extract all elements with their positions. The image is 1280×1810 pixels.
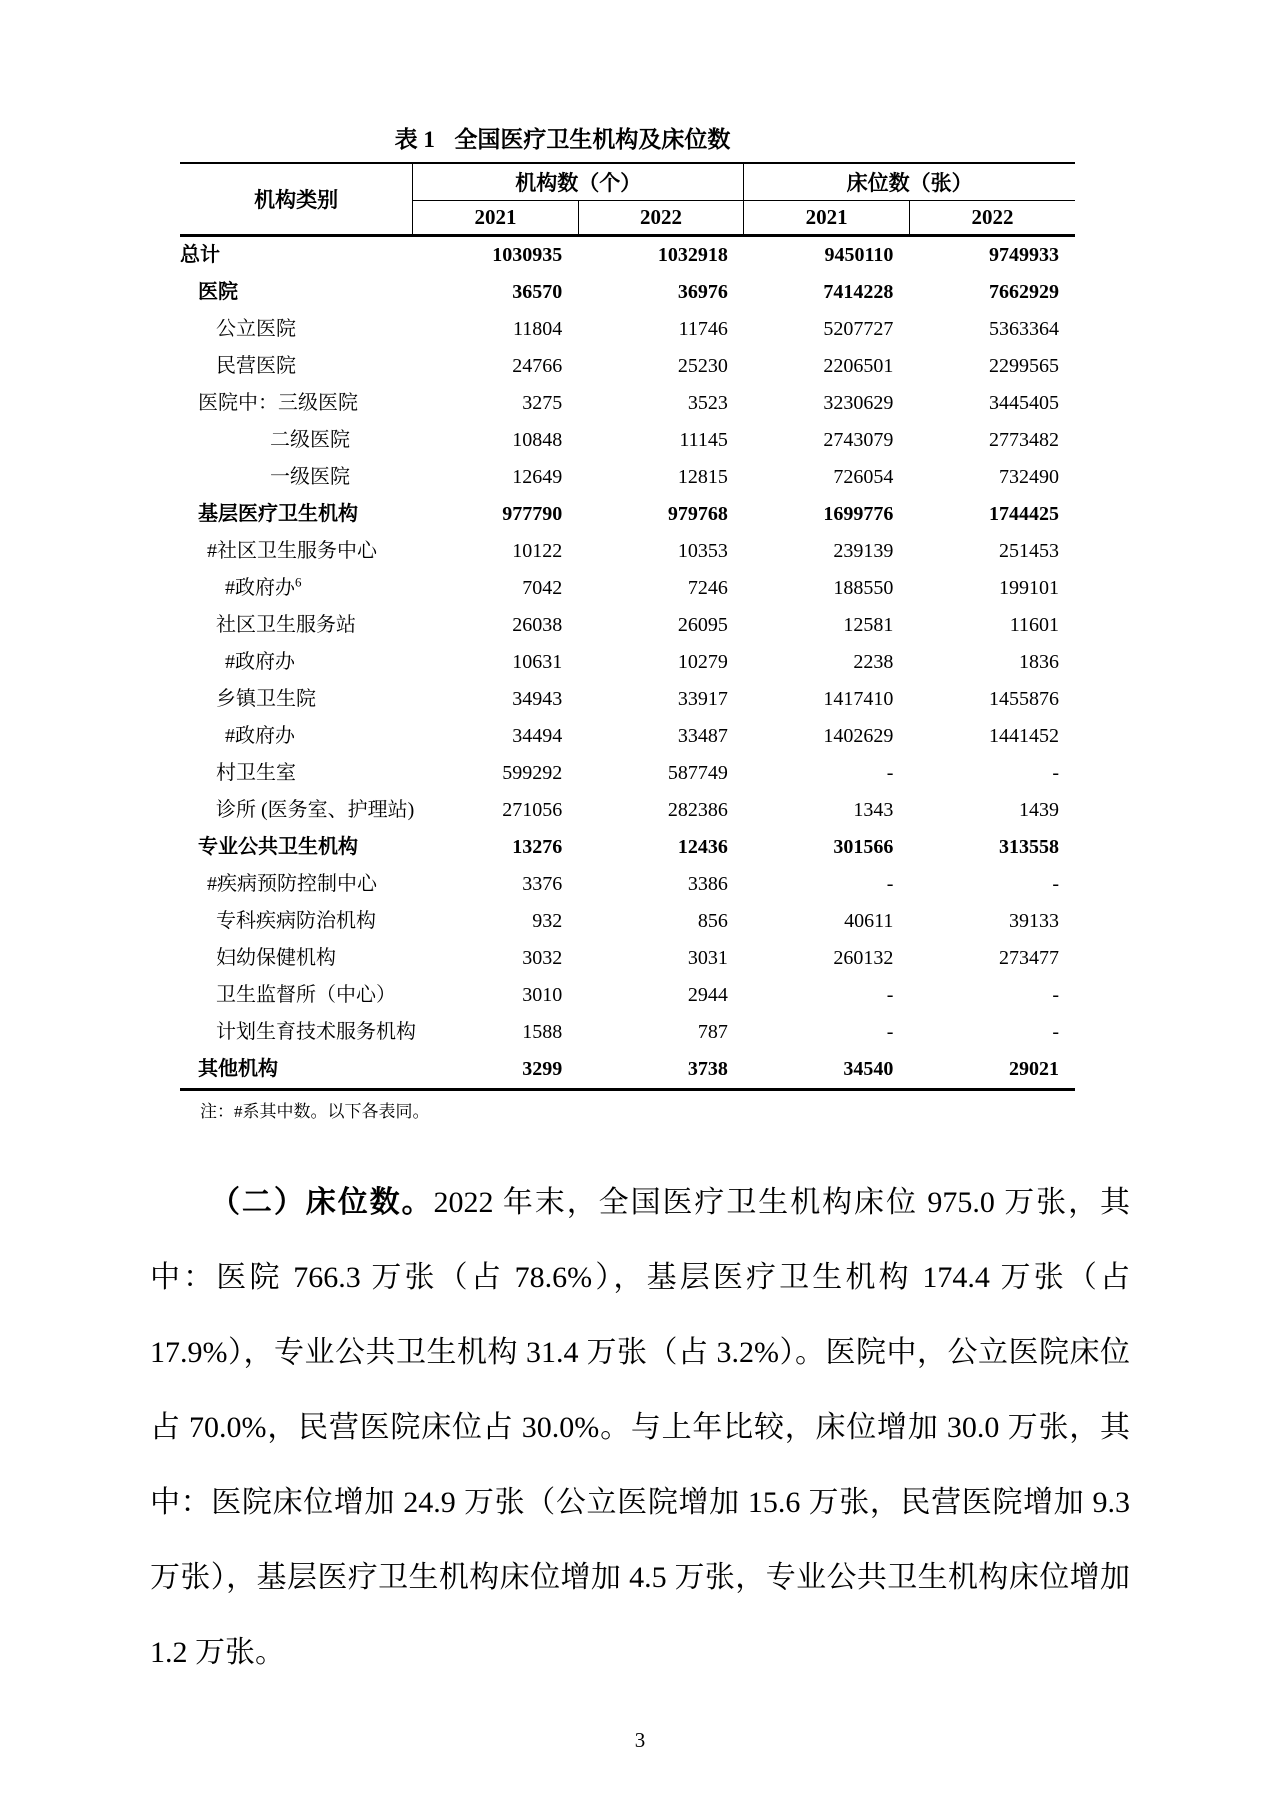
- table-title: [180, 126, 1075, 154]
- row-value-institutions-2022: 3523: [687, 392, 728, 414]
- row-value-institutions-2022: 33487: [677, 725, 728, 747]
- row-value-institutions-2021: 271056: [502, 799, 563, 821]
- row-value-beds-2022: -: [1052, 984, 1059, 1006]
- row-value-beds-2022: 39133: [1009, 910, 1059, 932]
- row-value-beds-2021: 188550: [833, 577, 894, 599]
- row-value-beds-2022: 1836: [1019, 651, 1059, 673]
- table-row: [180, 792, 1075, 829]
- row-value-beds-2021: 9450110: [824, 244, 894, 266]
- row-value-beds-2021: 7414228: [823, 281, 894, 303]
- row-value-institutions-2021: 977790: [502, 503, 563, 525]
- row-value-beds-2021: 34540: [843, 1058, 894, 1080]
- row-label: 卫生监督所（中心）: [216, 984, 396, 1006]
- row-value-institutions-2021: 10848: [512, 429, 563, 451]
- row-value-beds-2021: 1402629: [823, 725, 894, 747]
- row-label: 医院: [198, 281, 238, 303]
- row-label: #社区卫生服务中心: [207, 540, 377, 562]
- row-value-institutions-2022: 2944: [687, 984, 728, 1006]
- row-value-institutions-2021: 3376: [522, 873, 563, 895]
- row-value-institutions-2022: 11746: [678, 318, 728, 340]
- table-row: [180, 681, 1075, 718]
- row-value-institutions-2021: 34494: [512, 725, 563, 747]
- row-value-institutions-2021: 1030935: [492, 244, 563, 266]
- row-value-institutions-2021: 34943: [512, 688, 563, 710]
- row-label: 公立医院: [216, 318, 296, 340]
- row-value-beds-2022: 7662929: [989, 281, 1059, 303]
- table-row: [180, 977, 1075, 1014]
- row-value-institutions-2021: 3010: [522, 984, 563, 1006]
- row-value-beds-2022: 1441452: [989, 725, 1059, 747]
- page-number: 3: [634, 1728, 646, 1752]
- row-label: 诊所 (医务室、护理站): [216, 799, 415, 821]
- row-value-institutions-2022: 587749: [667, 762, 728, 784]
- row-label: 专科疾病防治机构: [216, 910, 376, 932]
- row-value-beds-2021: 260132: [833, 947, 894, 969]
- row-value-beds-2021: 3230629: [823, 392, 894, 414]
- row-value-beds-2021: 1699776: [823, 503, 894, 525]
- row-label: 妇幼保健机构: [216, 947, 336, 969]
- row-value-institutions-2022: 25230: [677, 355, 728, 377]
- row-value-institutions-2022: 12436: [677, 836, 728, 858]
- row-value-beds-2022: -: [1052, 873, 1059, 895]
- row-value-institutions-2022: 3738: [687, 1058, 728, 1080]
- row-label: 社区卫生服务站: [216, 614, 356, 636]
- table-row: [180, 940, 1075, 977]
- row-value-beds-2022: 1439: [1019, 799, 1059, 821]
- row-label: 基层医疗卫生机构: [198, 503, 358, 525]
- header-year-institutions-2022: 2022: [578, 201, 744, 236]
- row-value-beds-2022: 11601: [1009, 614, 1059, 636]
- row-value-institutions-2021: 13276: [512, 836, 563, 858]
- row-label: 乡镇卫生院: [216, 688, 316, 710]
- row-value-institutions-2021: 24766: [512, 355, 563, 377]
- row-value-institutions-2021: 1588: [522, 1021, 563, 1043]
- row-value-beds-2022: 273477: [999, 947, 1059, 969]
- row-value-beds-2022: 29021: [1009, 1058, 1059, 1080]
- row-label: 医院中：三级医院: [198, 392, 358, 414]
- row-value-institutions-2021: 599292: [502, 762, 563, 784]
- row-value-institutions-2021: 12649: [512, 466, 563, 488]
- row-value-beds-2021: -: [886, 984, 894, 1006]
- row-value-institutions-2022: 11145: [679, 429, 728, 451]
- table-row: [180, 718, 1075, 755]
- row-label: 村卫生室: [216, 762, 296, 784]
- row-label: 民营医院: [216, 355, 296, 377]
- row-value-beds-2021: 301566: [833, 836, 894, 858]
- paragraph-lead: （二）床位数。: [210, 1186, 434, 1219]
- row-label: 计划生育技术服务机构: [216, 1021, 416, 1043]
- body-paragraph: [150, 1165, 1130, 1690]
- row-value-beds-2022: 732490: [999, 466, 1059, 488]
- row-value-beds-2021: 2238: [853, 651, 894, 673]
- row-value-institutions-2021: 3275: [522, 392, 563, 414]
- row-value-beds-2022: 1744425: [989, 503, 1059, 525]
- table-row: [180, 1051, 1075, 1090]
- table-row: [180, 570, 1075, 607]
- row-label: #政府办: [225, 725, 295, 747]
- row-label: 其他机构: [198, 1058, 278, 1080]
- row-label: 专业公共卫生机构: [198, 836, 358, 858]
- row-value-beds-2021: 239139: [833, 540, 894, 562]
- row-value-institutions-2022: 3386: [687, 873, 728, 895]
- row-value-beds-2022: 2299565: [989, 355, 1059, 377]
- footnote-marker: 6: [295, 574, 302, 590]
- row-value-institutions-2022: 33917: [677, 688, 728, 710]
- row-value-institutions-2021: 10631: [512, 651, 563, 673]
- row-value-beds-2022: 2773482: [989, 429, 1059, 451]
- header-institutions-group: 机构数（个）: [413, 163, 744, 201]
- row-value-institutions-2021: 3032: [522, 947, 563, 969]
- row-value-institutions-2022: 282386: [667, 799, 728, 821]
- row-value-beds-2022: 5363364: [989, 318, 1059, 340]
- table-row: [180, 866, 1075, 903]
- row-value-beds-2021: 726054: [833, 466, 894, 488]
- table-row: [180, 755, 1075, 792]
- paragraph-body-text: 2022 年末，全国医疗卫生机构床位 975.0 万张，其中：医院 766.3 万张（占 78.6%），基层医疗卫生机构 174.4 万张（占 17.9%），专业公共卫生机构 31.4 万张（占 3.2%）。医院中，公立医院床位占 70.0%，民营医院床位占 30.0%。与上年比较，床位增加 30.0 万张，其中：医院床位增加 24.9 万张（公立医院增加 15.6 万张，民营医院增加 9.3 万张），基层医疗卫生机构床位增加 4.5 万张，专业公共卫生机构床位增加 1.2 万张。: [150, 1186, 1131, 1669]
- header-year-institutions-2021: 2021: [413, 201, 579, 236]
- table-row: [180, 422, 1075, 459]
- header-beds-group: 床位数（张）: [744, 163, 1075, 201]
- row-value-beds-2022: 1455876: [989, 688, 1059, 710]
- table-row: [180, 496, 1075, 533]
- row-value-institutions-2021: 932: [532, 910, 563, 932]
- table-row: [180, 607, 1075, 644]
- table-title-text: 全国医疗卫生机构及床位数: [454, 127, 731, 152]
- row-value-beds-2021: 12581: [843, 614, 894, 636]
- table-header: [180, 163, 1075, 236]
- row-value-institutions-2022: 1032918: [657, 244, 728, 266]
- table-row: [180, 829, 1075, 866]
- row-value-institutions-2022: 979768: [667, 503, 728, 525]
- row-value-institutions-2021: 26038: [512, 614, 563, 636]
- row-value-beds-2022: 251453: [999, 540, 1059, 562]
- statistics-table: [180, 162, 1075, 1091]
- header-category: 机构类别: [180, 163, 413, 236]
- table-row: [180, 236, 1075, 275]
- row-value-institutions-2021: 10122: [512, 540, 563, 562]
- row-value-institutions-2021: 36570: [512, 281, 563, 303]
- row-label: 总计: [180, 244, 220, 266]
- table-row: [180, 644, 1075, 681]
- row-label: #政府办: [225, 651, 295, 673]
- table-row: [180, 348, 1075, 385]
- row-value-beds-2021: 2206501: [823, 355, 894, 377]
- row-label: 二级医院: [270, 429, 350, 451]
- header-year-beds-2022: 2022: [909, 201, 1075, 236]
- row-value-beds-2021: 40611: [844, 910, 894, 932]
- row-value-beds-2022: 313558: [999, 836, 1059, 858]
- row-value-institutions-2022: 12815: [677, 466, 728, 488]
- row-label: #政府办$^6$: [225, 574, 302, 599]
- table-row: [180, 1014, 1075, 1051]
- row-value-beds-2021: 1343: [853, 799, 894, 821]
- row-value-beds-2021: 2743079: [823, 429, 894, 451]
- row-value-beds-2022: 3445405: [989, 392, 1059, 414]
- row-value-institutions-2021: 3299: [522, 1058, 563, 1080]
- table-number-label: 表 1: [394, 127, 435, 152]
- table-title-inner: [395, 127, 731, 152]
- row-value-beds-2021: 5207727: [823, 318, 894, 340]
- row-value-beds-2021: 1417410: [823, 688, 894, 710]
- row-value-institutions-2022: 856: [697, 910, 728, 932]
- row-value-institutions-2022: 10279: [677, 651, 728, 673]
- table-row: [180, 311, 1075, 348]
- row-value-institutions-2021: 7042: [522, 577, 563, 599]
- row-value-beds-2021: -: [886, 762, 894, 784]
- row-value-beds-2022: -: [1052, 1021, 1059, 1043]
- row-value-institutions-2022: 7246: [687, 577, 728, 599]
- row-label: #疾病预防控制中心: [207, 873, 377, 895]
- row-value-beds-2022: 9749933: [989, 244, 1059, 266]
- table-row: [180, 385, 1075, 422]
- header-year-beds-2021: 2021: [744, 201, 910, 236]
- table-body: [180, 236, 1075, 1090]
- row-value-beds-2021: -: [886, 1021, 894, 1043]
- row-value-institutions-2022: 36976: [677, 281, 728, 303]
- row-value-institutions-2022: 26095: [677, 614, 728, 636]
- row-label: 一级医院: [270, 466, 350, 488]
- row-value-institutions-2021: 11804: [513, 318, 563, 340]
- table-note: 注：#系其中数。以下各表同。: [200, 1102, 430, 1121]
- row-value-beds-2021: -: [886, 873, 894, 895]
- table-row: [180, 459, 1075, 496]
- row-value-beds-2022: -: [1052, 762, 1059, 784]
- row-value-institutions-2022: 787: [697, 1021, 728, 1043]
- table-row: [180, 533, 1075, 570]
- row-value-institutions-2022: 3031: [687, 947, 728, 969]
- table-row: [180, 903, 1075, 940]
- table-header-group-row: [180, 163, 1075, 201]
- row-value-beds-2022: 199101: [999, 577, 1059, 599]
- row-value-institutions-2022: 10353: [677, 540, 728, 562]
- table-row: [180, 274, 1075, 311]
